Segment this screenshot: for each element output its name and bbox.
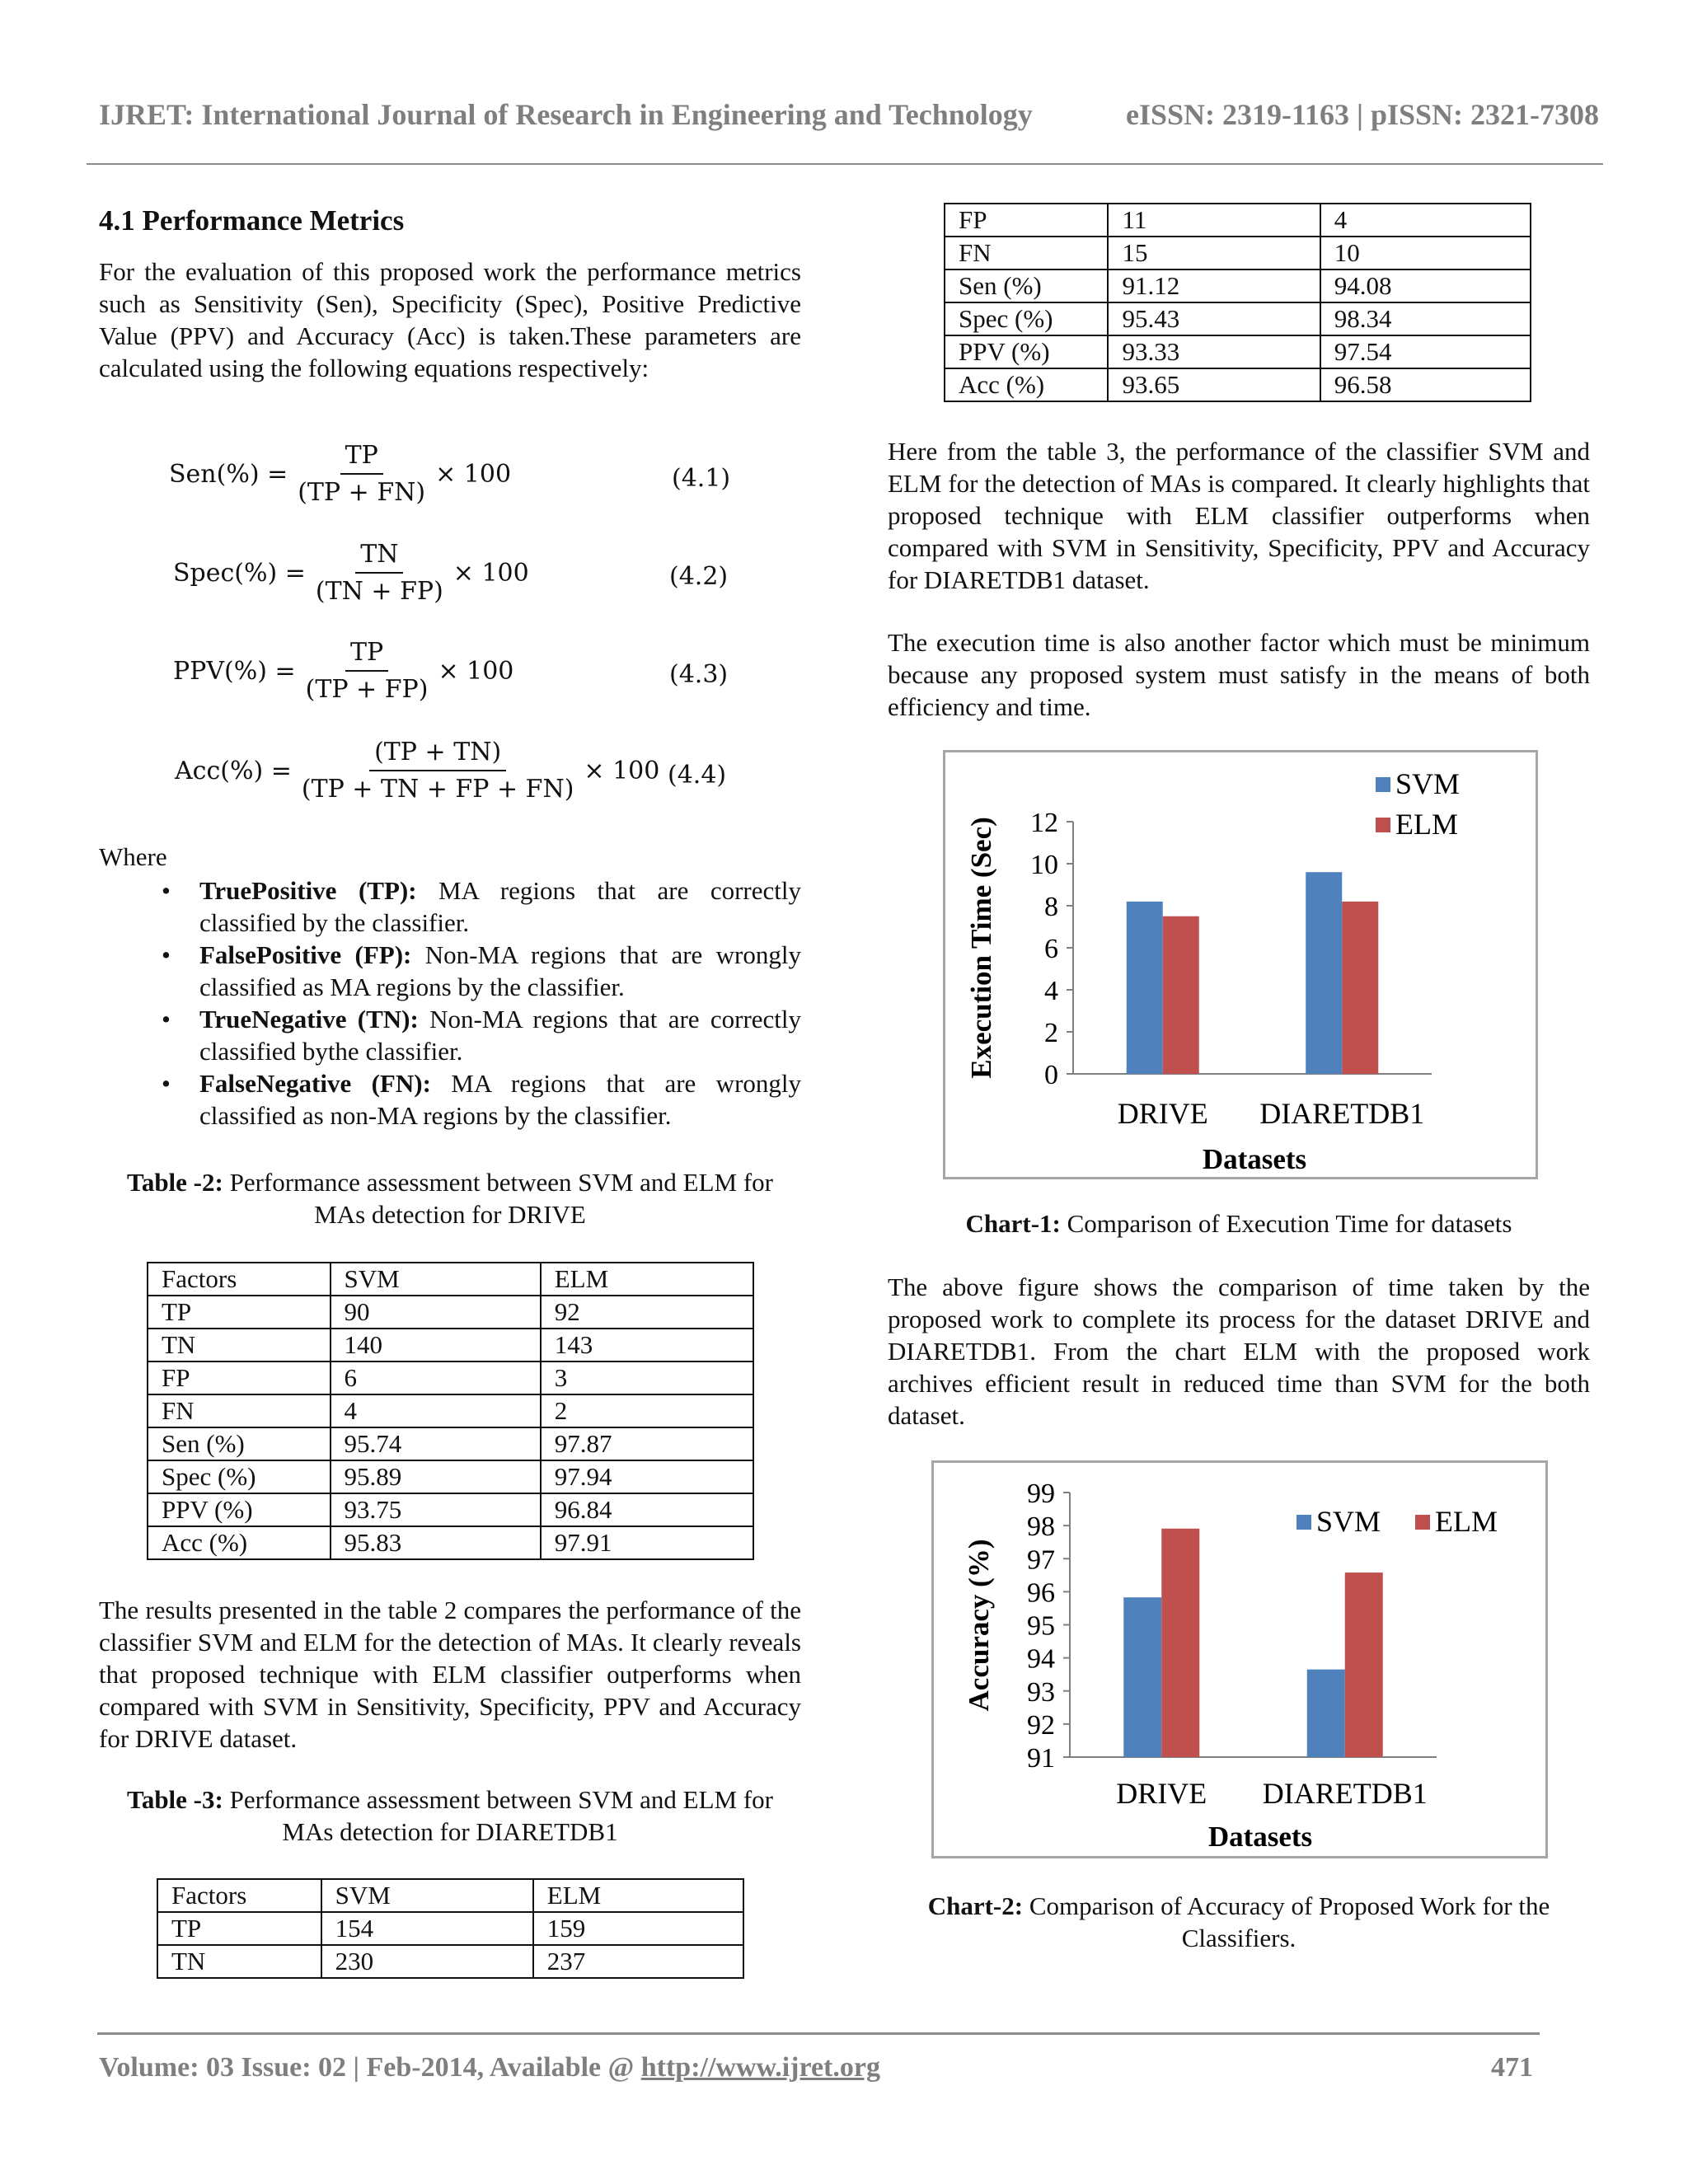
page-number: 471: [1491, 2052, 1533, 2083]
x-axis-title: Datasets: [1202, 1143, 1307, 1175]
chart1-discussion: The above figure shows the comparison of time taken by the proposed work to complete its process for the dataset DRIVE and DIARETDB1. From the chart ELM with the proposed work archives efficient result in reduced time than SVM for the both dataset.: [888, 1272, 1590, 1430]
table-row: FP 6 3: [148, 1361, 753, 1394]
y-tick-label: 6: [1044, 934, 1058, 964]
list-item: • FalsePositive (FP): Non-MA regions that are wrongly classified as MA regions by the classifier.: [162, 940, 801, 1001]
legend-swatch-elm: [1376, 818, 1390, 832]
execution-time-paragraph: The execution time is also another factor which must be minimum because any proposed system must satisfy in the means of both efficiency and time.: [888, 628, 1590, 721]
equation-sen: Sen(%) = $\frac{TP}{(TP + FN)}$ × 100: [169, 441, 512, 507]
equation-number: (4.1): [672, 464, 731, 493]
table3-discussion: Here from the table 3, the performance of the classifier SVM and ELM for the detection of MAs is compared. It clearly highlights that proposed technique with ELM classifier outperforms when compared with SVM in Sensitivity, Specificity, PPV and Accuracy for DIARETDB1 dataset.: [888, 437, 1590, 594]
table-drive: [147, 1262, 754, 1560]
table-row: Spec (%) 95.89 97.94: [148, 1460, 753, 1493]
table2-caption: Table -2: Performance assessment between SVM and ELM for MAs detection for DRIVE: [126, 1168, 774, 1229]
list-item: • TruePositive (TP): MA regions that are correctly classified by the classifier.: [162, 876, 801, 937]
chart-execution-time-frame: [943, 750, 1538, 1179]
accuracy-chart: [934, 1463, 1545, 1856]
header-rule: [87, 163, 1603, 165]
running-header: [99, 97, 1599, 132]
legend-swatch-elm: [1415, 1515, 1430, 1530]
y-axis-title: Accuracy (%): [963, 1539, 995, 1712]
table3-caption: Table -3: Performance assessment between SVM and ELM for MAs detection for DIARETDB1: [126, 1785, 774, 1846]
equation-ppv: PPV(%) = $\frac{TP}{(TP + FP)}$ × 100: [173, 638, 514, 704]
bar-elm-diaretdb1: [1345, 1572, 1383, 1757]
legend-label-elm: ELM: [1395, 808, 1458, 841]
bar-elm-diaretdb1: [1342, 902, 1378, 1074]
list-item: • FalseNegative (FN): MA regions that are wrongly classified as non-MA regions by the classifier.: [162, 1069, 801, 1130]
equation-acc: Acc(%) = $\frac{(TP + TN)}{(TP + TN + FP + FN)}$ × 100: [175, 738, 660, 804]
table-diaretdb1-part2: [944, 203, 1531, 402]
table2-discussion: The results presented in the table 2 compares the performance of the classifier SVM and ELM for the detection of MAs. It clearly reveals that proposed technique with ELM classifier outperforms when compared with SVM in Sensitivity, Specificity, PPV and Accuracy for DRIVE dataset.: [99, 1596, 801, 1753]
bar-elm-drive: [1163, 916, 1199, 1074]
table-header-row: Factors SVM ELM: [157, 1879, 743, 1912]
x-category-label: DIARETDB1: [1259, 1097, 1425, 1130]
table-row: PPV (%) 93.75 96.84: [148, 1493, 753, 1526]
table-row: FP 11 4: [945, 204, 1531, 237]
table-row: Acc (%) 93.65 96.58: [945, 368, 1531, 401]
bar-svm-drive: [1123, 1597, 1161, 1757]
table-row: Sen (%) 91.12 94.08: [945, 269, 1531, 302]
section-title: 4.1 Performance Metrics: [99, 204, 405, 237]
chart1-caption: Chart-1: Comparison of Execution Time for datasets: [965, 1209, 1512, 1238]
bar-svm-diaretdb1: [1307, 1670, 1345, 1757]
legend-label-svm: SVM: [1316, 1505, 1381, 1538]
table-row: Sen (%) 95.74 97.87: [148, 1427, 753, 1460]
y-tick-label: 94: [1027, 1643, 1055, 1675]
table-row: Spec (%) 95.43 98.34: [945, 302, 1531, 335]
y-axis-title: Execution Time (Sec): [965, 817, 997, 1079]
running-footer: [99, 2052, 1533, 2083]
equation-number: (4.3): [669, 660, 729, 689]
definitions-list: [99, 874, 801, 1132]
y-tick-label: 10: [1030, 850, 1058, 880]
legend-swatch-svm: [1296, 1515, 1311, 1530]
table-row: TN 140 143: [148, 1329, 753, 1361]
journal-link[interactable]: http://www.ijret.org: [640, 2052, 880, 2083]
table-row: TP 90 92: [148, 1296, 753, 1329]
table-row: TN 230 237: [157, 1945, 743, 1978]
table-row: FN 15 10: [945, 237, 1531, 269]
y-tick-label: 8: [1044, 892, 1058, 922]
journal-title: IJRET: International Journal of Research in Engineering and Technology: [99, 98, 1033, 131]
y-tick-label: 2: [1044, 1018, 1058, 1048]
y-tick-label: 4: [1044, 976, 1058, 1006]
equation-number: (4.2): [669, 562, 729, 591]
table-row: PPV (%) 93.33 97.54: [945, 335, 1531, 368]
legend-swatch-svm: [1376, 777, 1390, 792]
table-row: Acc (%) 95.83 97.91: [148, 1526, 753, 1559]
chart2-caption: Chart-2: Comparison of Accuracy of Proposed Work for the Classifiers.: [927, 1891, 1550, 1952]
x-category-label: DIARETDB1: [1262, 1777, 1428, 1810]
footer-volume: Volume: 03 Issue: 02 | Feb-2014, Available @ http://www.ijret.org: [99, 2052, 880, 2083]
y-tick-label: 95: [1027, 1610, 1055, 1642]
legend-label-elm: ELM: [1435, 1505, 1498, 1538]
list-item: • TrueNegative (TN): Non-MA regions that are correctly classified bythe classifier.: [162, 1005, 802, 1066]
table-header-row: Factors SVM ELM: [148, 1263, 753, 1296]
execution-time-chart: [945, 752, 1536, 1177]
chart-accuracy-frame: [931, 1460, 1548, 1858]
equation-spec: Spec(%) = $\frac{TN}{(TN + FP)}$ × 100: [173, 540, 529, 606]
where-label: Where: [99, 842, 167, 871]
y-tick-label: 12: [1030, 808, 1058, 838]
footer-rule: [97, 2032, 1540, 2035]
bar-svm-drive: [1127, 902, 1163, 1074]
x-category-label: DRIVE: [1117, 1097, 1208, 1130]
y-tick-label: 93: [1027, 1676, 1055, 1708]
y-tick-label: 97: [1027, 1544, 1055, 1576]
y-tick-label: 91: [1027, 1743, 1055, 1774]
x-axis-title: Datasets: [1207, 1821, 1313, 1853]
y-tick-label: 96: [1027, 1577, 1055, 1609]
issn: eISSN: 2319-1163 | pISSN: 2321-7308: [1126, 98, 1599, 131]
y-tick-label: 0: [1044, 1060, 1058, 1090]
bar-elm-drive: [1161, 1529, 1199, 1757]
y-tick-label: 98: [1027, 1511, 1055, 1543]
intro-paragraph: For the evaluation of this proposed work the performance metrics such as Sensitivity (Sen), Specificity (Spec), Positive Predictive Value (PPV) and Accuracy (Acc) is taken.These parameters are calculated using the following equations respectively:: [99, 257, 801, 382]
equation-number: (4.4): [668, 761, 727, 790]
x-category-label: DRIVE: [1116, 1777, 1207, 1810]
table-diaretdb1-part1: [157, 1878, 744, 1979]
table-row: FN 4 2: [148, 1394, 753, 1427]
y-tick-label: 99: [1027, 1479, 1055, 1509]
legend-label-svm: SVM: [1395, 767, 1461, 800]
bar-svm-diaretdb1: [1306, 872, 1342, 1074]
y-tick-label: 92: [1027, 1709, 1055, 1741]
table-row: TP 154 159: [157, 1912, 743, 1945]
